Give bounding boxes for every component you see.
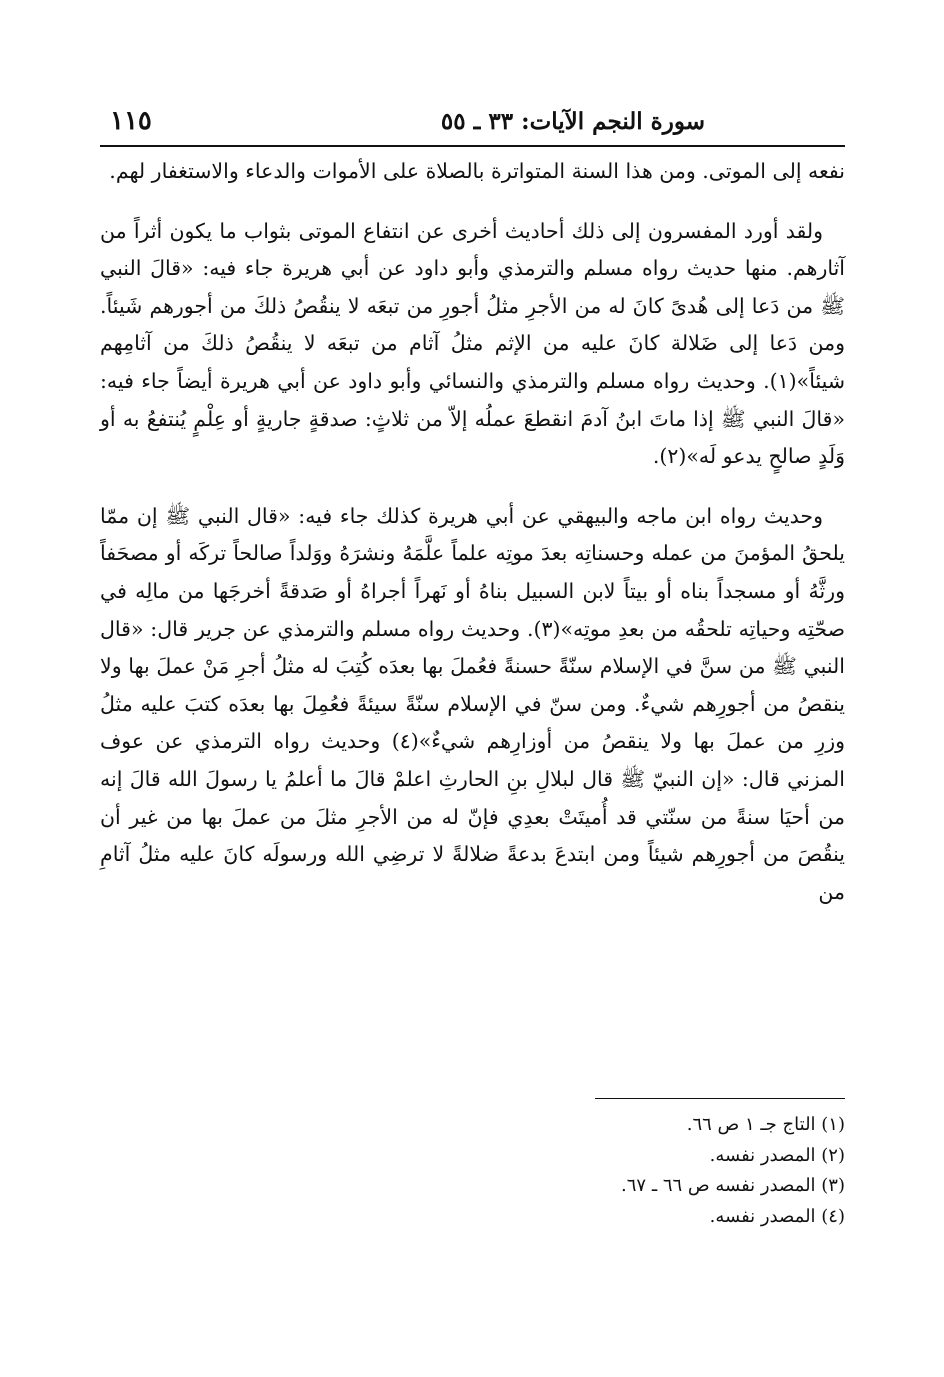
footnotes [100,1110,845,1232]
page-number: ١١٥ [110,106,152,136]
paragraph: نفعه إلى الموتى. ومن هذا السنة المتواترة بالصلاة على الأموات والدعاء والاستغفار لهم. [109,159,845,183]
running-header [100,108,845,148]
footnote: (١) التاج جـ ١ ص ٦٦. [686,1114,845,1135]
footnote-separator [595,1098,845,1099]
header-rule [100,145,845,147]
paragraph: وحديث رواه ابن ماجه والبيهقي عن أبي هريرة كذلك جاء فيه: «قال النبي ﷺ إن ممّا يلحقُ المؤمنَ من عمله وحسناتِه بعدَ موتِه علماً علَّمَهُ ونشرَهُ ووَلداً صالحاً تركَه أو مصحَفاً ورثَّهُ أو مسجداً بناه أو بيتاً لابن السبيل بناهُ أو نَهراً أجراهُ أو صَدقةً أخرجَها من مالِه في صحّتِه وحياتِه تلحقُه من بعدِ موتِه»(٣). وحديث رواه مسلم والترمذي عن جرير قال: «قال النبي ﷺ من سنَّ في الإسلام سنّةً حسنةً فعُملَ بها بعدَه كُتِبَ له مثلُ أجرِ مَنْ عملَ بها ولا ينقصُ من أجورِهم شيءٌ. ومن سنّ في الإسلام سنّةً سيئةً فعُمِلَ بها بعدَه كتبَ عليه مثلُ وزرِ من عملَ بها ولا ينقصُ من أوزارِهم شيءٌ»(٤) وحديث رواه الترمذي عن عوف المزني قال: «إن النبيّ ﷺ قال لبلالِ بنِ الحارثِ اعلمْ قالَ ما أعلمُ يا رسولَ الله قالَ إنه من أحيَا سنةً من سنّتي قد أُميتَتْ بعدِي فإنّ له من الأجرِ مثلَ من عملَ بها من غير أن ينقُصَ من أجورِهم شيئاً ومن ابتدعَ بدعةً ضلالةً لا ترضِي الله ورسولَه كانَ عليه مثلُ آثامِ من [100,503,846,904]
paragraph: ولقد أورد المفسرون إلى ذلك أحاديث أخرى عن انتفاع الموتى بثواب ما يكون أثراً من آثارهم. منها حديث رواه مسلم والترمذي وأبو داود عن أبي هريرة جاء فيه: «قالَ النبي ﷺ من دَعا إلى هُدىً كانَ له من الأجرِ مثلُ أجورِ من تبعَه لا ينقُصُ ذلكَ من أجورهم شَيئاً. ومن دَعا إلى ضَلالة كانَ عليه من الإثم مثلُ آثام من تبعَه لا ينقُصُ ذلكَ من آثامِهم شيئاً»(١). وحديث رواه مسلم والترمذي والنسائي وأبو داود عن أبي هريرة أيضاً جاء فيه: «قالَ النبي ﷺ إذا ماتَ ابنُ آدمَ انقطعَ عملُه إلاّ من ثلاثٍ: صدقةٍ جاريةٍ أو عِلْمٍ يُنتفعُ به أو وَلَدٍ صالحٍ يدعو لَه»(٢). [100,218,845,469]
body-text [100,153,845,911]
footnote: (٤) المصدر نفسه. [709,1205,845,1227]
footnote: (٢) المصدر نفسه. [709,1144,845,1166]
running-title: سورة النجم الآيات: ٣٣ ـ ٥٥ [440,108,705,135]
footnote: (٣) المصدر نفسه ص ٦٦ ـ ٦٧. [621,1175,845,1196]
